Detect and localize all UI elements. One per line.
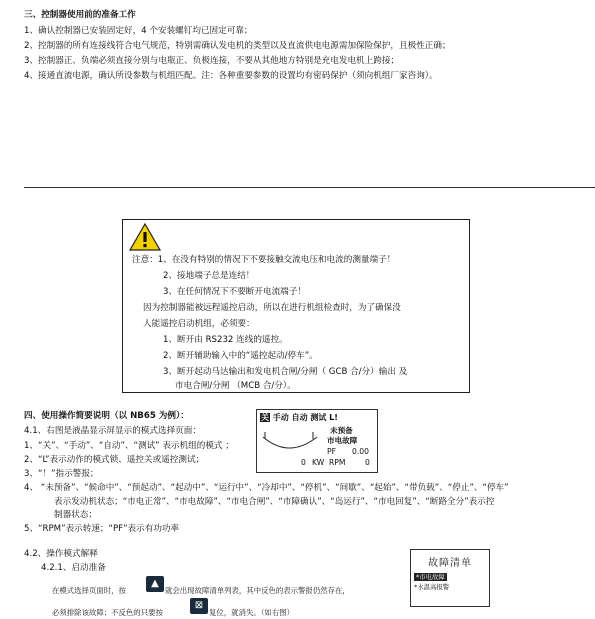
- warning-line-6: 1、断开由 RS232 连线的遥控。: [163, 335, 288, 345]
- section4-item-5-cont: 表示发动机状态；“市电正常”、“市电故障”、“市电合闸”、“市障确认”、“岛运行”、“市电回复”、“断路全分”表示控: [54, 497, 495, 507]
- warning-line-2: 2、接地端子总是连结！: [163, 271, 255, 281]
- fault-list-title: 故障清单: [428, 558, 472, 569]
- page-divider: [24, 187, 595, 188]
- warning-line-8: 3、断开起动马达输出和发电机合闸/分闸（ GCB 合/分）输出 及: [163, 367, 408, 377]
- section4-title: 四、使用操作简要说明（以 NB65 为例）：: [24, 411, 189, 421]
- section4-item-3: 2、“L”表示动作的模式锁、遥控关或遥控测试；: [24, 455, 205, 465]
- section42-title: 4.2、操作模式解释: [24, 549, 98, 559]
- lcd-kw-label: KW: [312, 458, 325, 467]
- warning-line-1: 注意：1、在没有特别的情况下不要接触交流电压和电流的测量端子！: [132, 255, 396, 265]
- section4-item-5-cont2: 制器状态；: [54, 510, 97, 520]
- lcd-pf-label: PF: [327, 447, 336, 456]
- section42-sub: 4.2.1、启动准备: [41, 563, 106, 573]
- lcd-rpm-value: 0: [365, 458, 370, 467]
- lcd-mode-selected: 关: [261, 413, 269, 422]
- section42-line2a: 必须排除该故障；不反色的只要按: [52, 608, 163, 617]
- warning-triangle-icon: [129, 223, 161, 251]
- section3-item-4: 4、接通直流电源，确认所设参数与机组匹配。注：各种重要参数的设置均有密码保护（须向机组厂家咨询）。: [24, 71, 438, 81]
- section4-item-6: 5、“RPM”表示转速；“PF”表示有功功率: [24, 524, 180, 534]
- lcd-mode-screen: [256, 409, 378, 473]
- warning-line-5: 人能遥控启动机组，必须要：: [143, 319, 255, 329]
- section4-item-2: 1、“关”、“手动”、“自动”、“测试” 表示机组的模式 ；: [24, 441, 234, 451]
- lcd-state-2: 市电故障: [327, 436, 358, 445]
- lcd-gauge-arc: [259, 423, 319, 469]
- section42-line2b: 复位，就消失。（如右图）: [209, 608, 294, 617]
- lcd-state-1: 未预备: [330, 426, 353, 435]
- section3-title: 三、控制器使用前的准备工作: [24, 10, 136, 20]
- section42-line1b: 就会出现故障清单列表，其中反色的表示警报仍然存在，: [165, 586, 350, 595]
- warning-line-9: 市电合闸/分闸 （MCB 合/分）。: [175, 381, 296, 391]
- lcd-pf-value: 0.00: [352, 447, 369, 456]
- warning-line-7: 2、断开辅助输入中的“遥控起动/停车”。: [163, 351, 318, 361]
- reset-key-icon: ⊠: [190, 598, 208, 614]
- section3-item-1: 1、确认控制器已安装固定好，4 个安装螺钉均已固定可靠；: [24, 26, 253, 36]
- lcd-mode-row: [260, 413, 338, 423]
- lcd-rpm-label: RPM: [329, 458, 346, 467]
- up-key-icon: ▲: [146, 576, 164, 592]
- section42-line1a: 在模式选择页面时，按: [52, 586, 126, 595]
- warning-line-4: 因为控制器能被远程遥控启动，所以在进行机组检查时，为了确保没: [143, 303, 401, 313]
- lcd-kw-value: 0: [301, 458, 306, 467]
- section4-item-4: 3、“！”指示警报；: [24, 469, 99, 479]
- fault-list-item-cleared: *水温高报警: [414, 583, 450, 591]
- section4-item-1: 4.1、右图是液晶显示屏显示的模式选择页面：: [24, 426, 201, 436]
- fault-list-item-active: *市电故障: [416, 573, 445, 581]
- lcd-modes: 手动 自动 测试 L!: [272, 413, 338, 422]
- fault-list-screen: [410, 549, 490, 607]
- warning-line-3: 3、在任何情况下不要断开电流端子！: [163, 287, 306, 297]
- section3-item-3: 3、控制器正、负端必须直接分别与电瓶正、负极连接，不要从其他地方特别是充电发电机上跨接；: [24, 56, 400, 66]
- section3-item-2: 2、控制器的所有连接线符合电气规范，特别需确认发电机的类型以及直流供电电源需加保险保护，且极性正确；: [24, 41, 451, 51]
- section4-item-5: 4、 “未预备”、“候命中”、“预起动”、“起动中”、“运行中”、“冷却中”、“停机”、“间歇”、“起始”、“带负载”、“停止”、“停车”: [24, 483, 509, 493]
